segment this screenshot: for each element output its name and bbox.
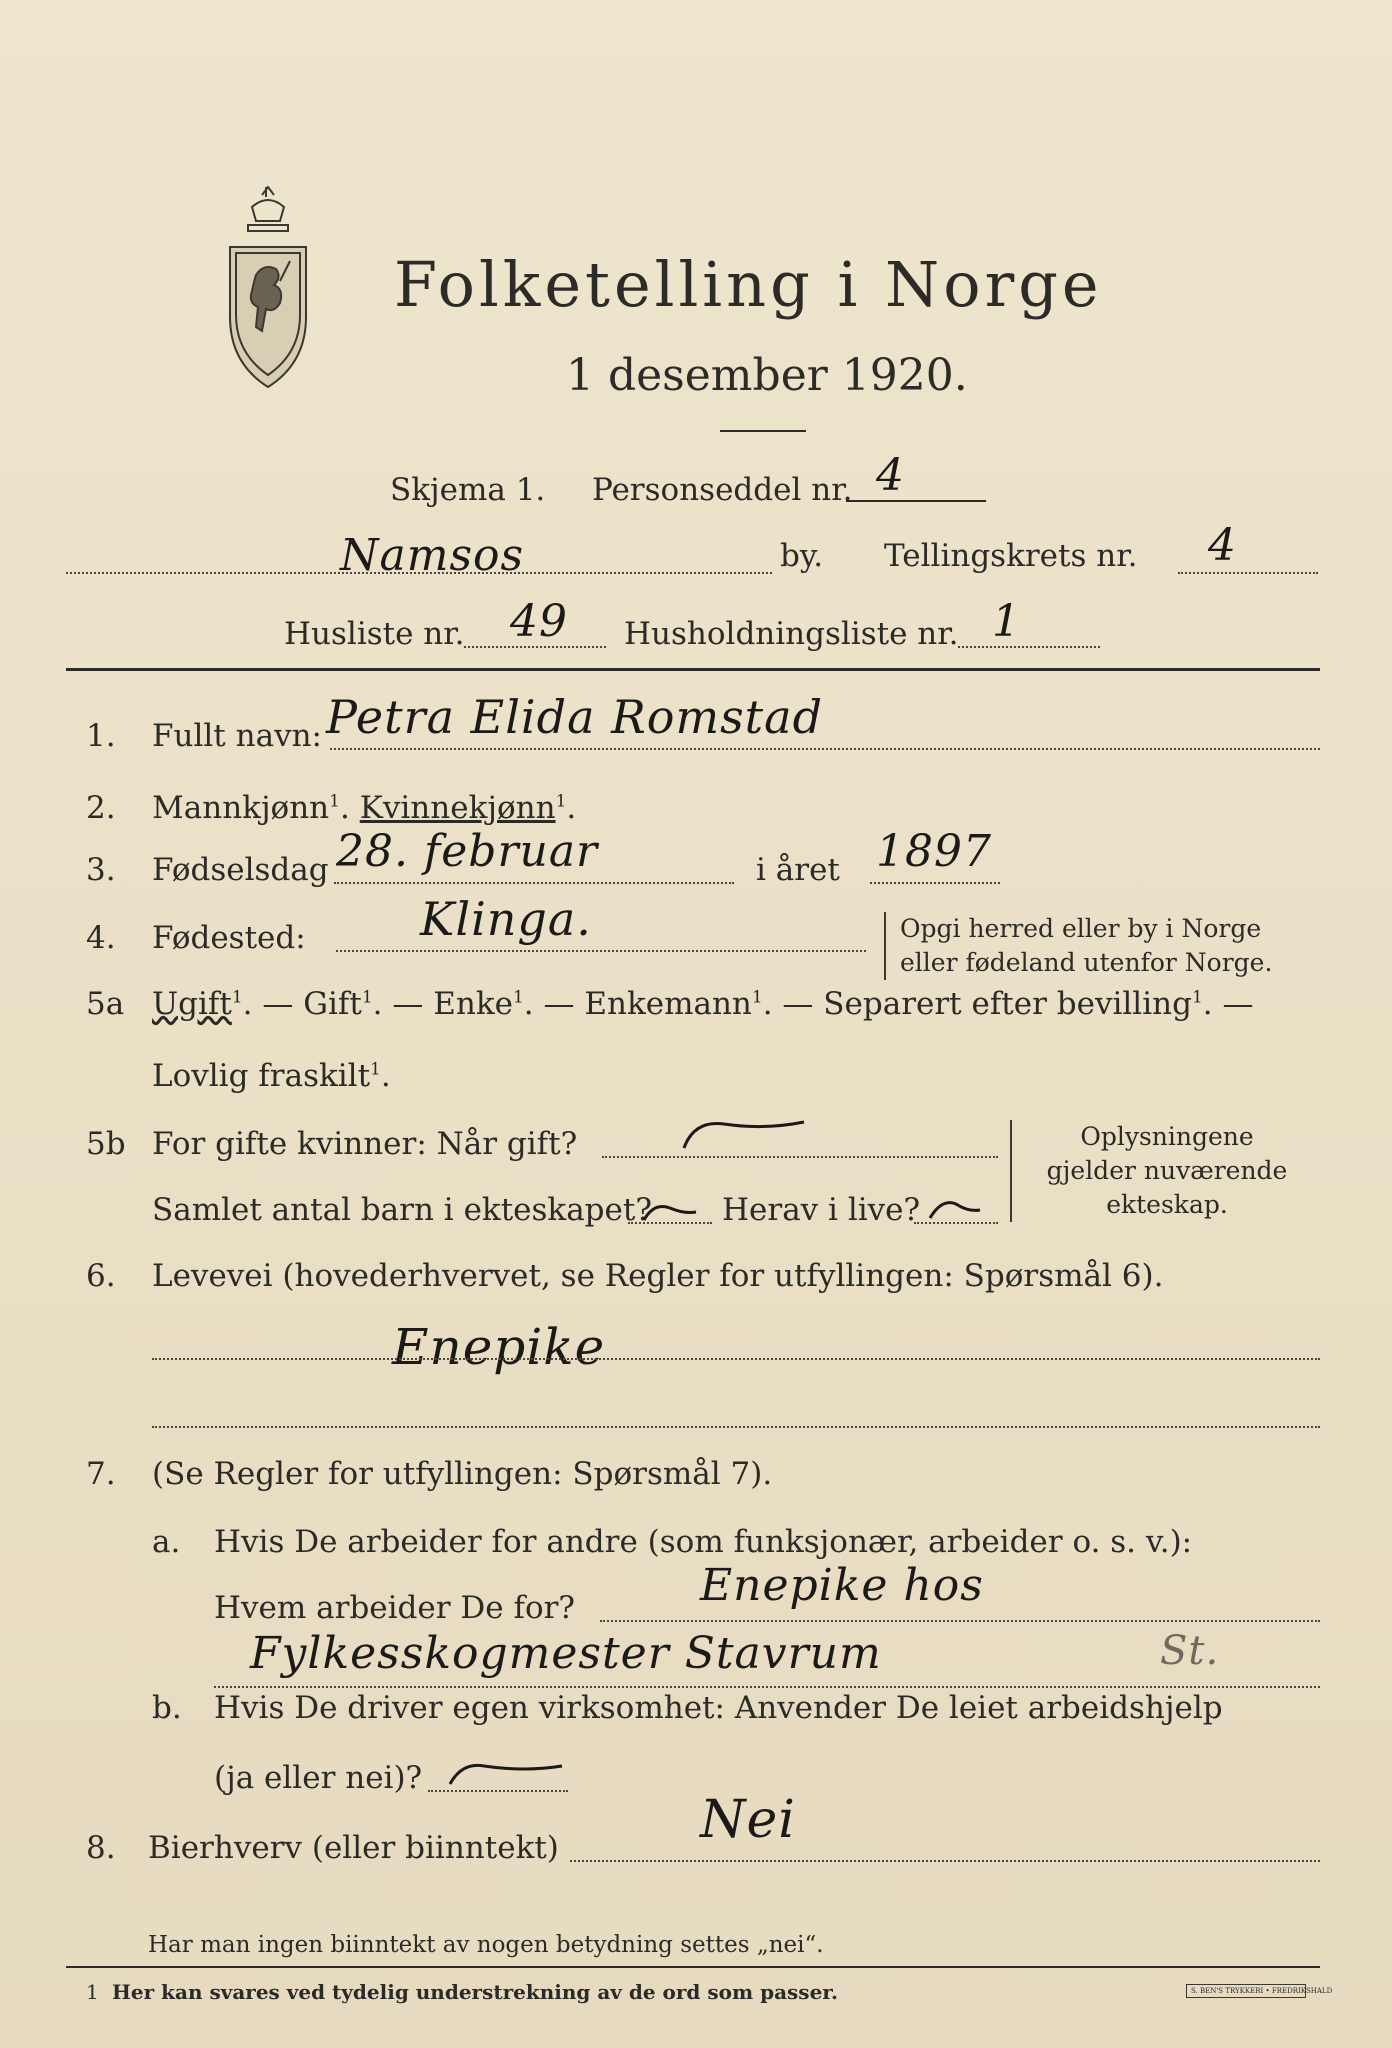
q2-options: Mannkjønn$^1$. Kvinnekjønn$^1$.: [152, 790, 577, 826]
q4-note: Opgi herred eller by i Norge eller fødeland utenfor Norge.: [884, 912, 1272, 980]
husliste-value[interactable]: 49: [510, 596, 568, 647]
q6-line2: [152, 1426, 1320, 1428]
printer-stamp: S. BEN'S TRYKKERI • FREDRIKSHALD: [1186, 1984, 1306, 1998]
q2-number: 2.: [86, 790, 116, 826]
q7a-line2: [214, 1686, 1320, 1688]
q7b-letter: b.: [152, 1690, 182, 1726]
skjema-label: Skjema 1.: [390, 472, 546, 508]
q3-number: 3.: [86, 852, 116, 888]
q7a-line1: [600, 1620, 1320, 1622]
q5b-barn-label: Samlet antal barn i ekteskapet?: [152, 1192, 652, 1228]
q4-number: 4.: [86, 920, 116, 956]
q5a-options: Ugift$^1$. — Gift$^1$. — Enke$^1$. — Enkemann$^1$. — Separert efter bevilling$^1$. —: [152, 986, 1254, 1022]
footer-note: Har man ingen biinntekt av nogen betydning settes „nei“.: [148, 1932, 824, 1958]
q5a-line2: Lovlig fraskilt$^1$.: [152, 1058, 391, 1094]
q5b-number: 5b: [86, 1126, 126, 1162]
q7-label: (Se Regler for utfyllingen: Spørsmål 7).: [152, 1456, 773, 1492]
husholdning-line: [958, 646, 1100, 648]
q1-label: Fullt navn:: [152, 718, 322, 754]
personseddel-line: [846, 500, 986, 502]
q5b-herav-dash: [926, 1196, 986, 1222]
personseddel-value[interactable]: 4: [876, 450, 905, 501]
q3-day-line: [334, 882, 734, 884]
husholdning-label: Husholdningsliste nr.: [624, 616, 959, 652]
q7a-employer-1[interactable]: Enepike hos: [700, 1560, 984, 1611]
form-title: Folketelling i Norge: [394, 248, 1103, 321]
q5b-married-dash: [680, 1112, 810, 1152]
q6-occupation[interactable]: Enepike: [392, 1318, 606, 1376]
male-option[interactable]: Mannkjønn: [152, 790, 330, 826]
tellingskrets-label: Tellingskrets nr.: [884, 538, 1138, 574]
q5b-herav-line: [914, 1222, 998, 1224]
by-value[interactable]: Namsos: [340, 530, 525, 581]
tellingskrets-value[interactable]: 4: [1208, 520, 1237, 571]
q7b-line: [428, 1790, 568, 1792]
q8-value[interactable]: Nei: [700, 1790, 796, 1850]
q6-number: 6.: [86, 1258, 116, 1294]
tellingskrets-line: [1178, 572, 1318, 574]
header-separator: [66, 668, 1320, 671]
q7a-question: Hvem arbeider De for?: [214, 1590, 576, 1626]
footnote-number: 1: [86, 1980, 99, 2004]
fraskilt-option[interactable]: Lovlig fraskilt: [152, 1058, 371, 1094]
q3-year-label: i året: [756, 852, 840, 888]
q4-label: Fødested:: [152, 920, 306, 956]
q6-line1: [152, 1358, 1320, 1360]
footnote-text: Her kan svares ved tydelig understrekning av de ord som passer.: [112, 1980, 838, 2004]
q5b-married-line: [602, 1156, 998, 1158]
coat-of-arms-icon: [222, 185, 314, 395]
q7b-text: Hvis De driver egen virksomhet: Anvender De leiet arbeidshjelp: [214, 1690, 1223, 1726]
q8-line: [570, 1860, 1320, 1862]
q8-number: 8.: [86, 1830, 116, 1866]
q7-number: 7.: [86, 1456, 116, 1492]
q8-label: Bierhverv (eller biinntekt): [148, 1830, 559, 1866]
q3-label: Fødselsdag: [152, 852, 329, 888]
q5a-number: 5a: [86, 986, 125, 1022]
personseddel-label: Personseddel nr.: [592, 472, 853, 508]
q1-number: 1.: [86, 718, 116, 754]
q7b-question: (ja eller nei)?: [214, 1760, 423, 1796]
q5b-barn-dash: [640, 1198, 700, 1224]
q4-birthplace[interactable]: Klinga.: [420, 892, 592, 946]
census-date: 1 desember 1920.: [566, 350, 968, 401]
q4-line: [336, 950, 866, 952]
ugift-option[interactable]: Ugift: [152, 986, 232, 1022]
husliste-label: Husliste nr.: [284, 616, 465, 652]
q1-full-name[interactable]: Petra Elida Romstad: [326, 690, 824, 744]
q1-line: [330, 748, 1320, 750]
q5b-label: For gifte kvinner: Når gift?: [152, 1126, 578, 1162]
female-option[interactable]: Kvinnekjønn: [359, 790, 556, 826]
q3-birth-year[interactable]: 1897: [876, 826, 992, 877]
q7a-letter: a.: [152, 1524, 181, 1560]
by-label: by.: [780, 538, 824, 574]
q7a-employer-extra[interactable]: St.: [1160, 1628, 1220, 1674]
q3-birthday[interactable]: 28. februar: [336, 826, 599, 877]
q5b-herav-label: Herav i live?: [722, 1192, 921, 1228]
title-divider: [720, 430, 806, 432]
q5b-note: Oplysningene gjelder nuværende ekteskap.: [1010, 1120, 1322, 1222]
q7b-dash: [446, 1758, 566, 1788]
husholdning-value[interactable]: 1: [992, 596, 1021, 647]
q7a-text: Hvis De arbeider for andre (som funksjonær, arbeider o. s. v.):: [214, 1524, 1193, 1560]
q6-label: Levevei (hovederhvervet, se Regler for utfyllingen: Spørsmål 6).: [152, 1258, 1164, 1294]
footer-separator: [66, 1966, 1320, 1968]
q3-year-line: [870, 882, 1000, 884]
q7a-employer-2[interactable]: Fylkesskogmester Stavrum: [250, 1628, 882, 1679]
